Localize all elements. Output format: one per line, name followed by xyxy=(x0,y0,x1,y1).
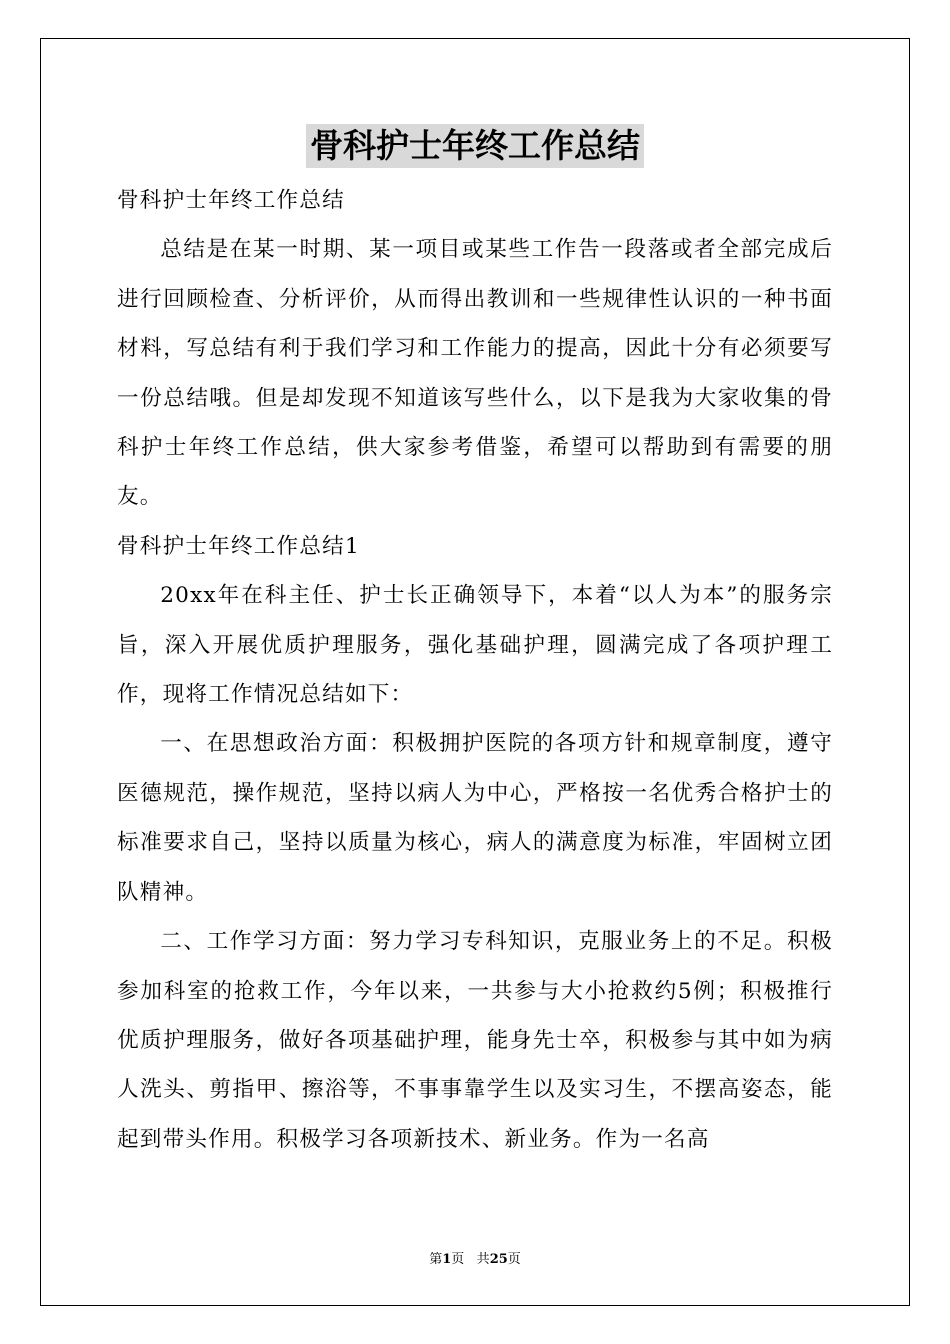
body-paragraph: 20xx年在科主任、护士长正确领导下，本着“以人为本”的服务宗旨，深入开展优质护理服务，强化基础护理，圆满完成了各项护理工作，现将工作情况总结如下： xyxy=(117,583,833,708)
document-title: 骨科护士年终工作总结 xyxy=(306,124,644,168)
footer-prefix: 第 xyxy=(429,1252,443,1267)
subtitle-paragraph: 骨科护士年终工作总结 xyxy=(117,188,345,213)
footer-page-unit: 页 xyxy=(451,1252,465,1267)
intro-paragraph: 总结是在某一时期、某一项目或某些工作告一段落或者全部完成后进行回顾检查、分析评价，从而得出教训和一些规律性认识的一种书面材料，写总结有利于我们学习和工作能力的提高，因此十分有必须要写一份总结哦。但是却发现不知道该写些什么，以下是我为大家收集的骨科护士年终工作总结，供大家参考借鉴，希望可以帮助到有需要的朋友。 xyxy=(117,237,833,510)
section-heading: 骨科护士年终工作总结1 xyxy=(117,533,360,559)
footer-total-prefix: 共 xyxy=(476,1252,490,1267)
total-pages-number: 25 xyxy=(489,1252,508,1267)
body-paragraph: 一、在思想政治方面：积极拥护医院的各项方针和规章制度，遵守医德规范，操作规范，坚持以病人为中心，严格按一名优秀合格护士的标准要求自己，坚持以质量为核心，病人的满意度为标准，牢固树立团队精神。 xyxy=(117,731,833,905)
current-page-number: 1 xyxy=(442,1252,452,1267)
footer-total-unit: 页 xyxy=(507,1252,521,1267)
document-body xyxy=(117,176,833,1164)
title-block xyxy=(0,124,950,168)
body-paragraph: 二、工作学习方面：努力学习专科知识，克服业务上的不足。积极参加科室的抢救工作，今年以来，一共参与大小抢救约5例；积极推行优质护理服务，做好各项基础护理，能身先士卒，积极参与其中如为病人洗头、剪指甲、擦浴等，不事事靠学生以及实习生，不摆高姿态，能起到带头作用。积极学习各项新技术、新业务。作为一名高 xyxy=(117,929,833,1152)
page-footer xyxy=(0,1248,950,1267)
